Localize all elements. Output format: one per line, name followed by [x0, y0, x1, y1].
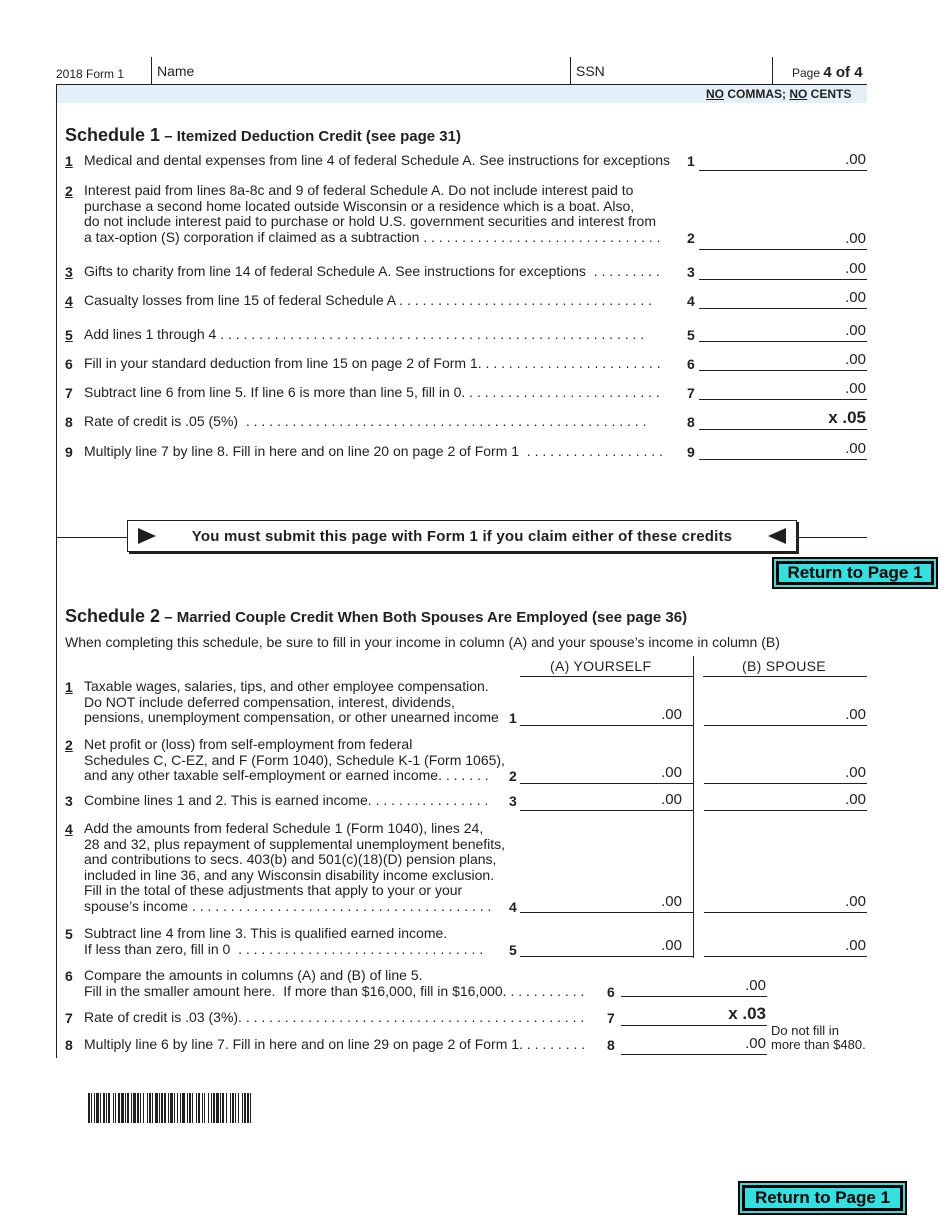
- schedule2-line-text: Net profit or (loss) from self-employment from federal Schedules C, C-EZ, and F (Form 1040), Schedule K-1 (Form 1065), and any other taxable self-employment or earned income. . . . . . .: [84, 736, 505, 783]
- schedule2-line-ref: 5: [509, 941, 517, 958]
- schedule1-line-text: Add lines 1 through 4 . . . . . . . . . . . . . . . . . . . . . . . . . . . . . . . . . . . . . . . . . . . . . . . . . . . . . . .: [84, 326, 645, 342]
- column-b-header: (B) SPOUSE: [742, 658, 826, 674]
- schedule1-line-ref: 4: [687, 293, 695, 309]
- schedule2-amount-field[interactable]: x .03: [728, 1004, 766, 1023]
- schedule1-amount-line: [699, 341, 867, 342]
- schedule2-col-b-line: [704, 783, 867, 784]
- schedule2-col-a-amount-field[interactable]: .00: [661, 893, 682, 910]
- schedule1-line-number: 3: [65, 264, 73, 280]
- schedule2-line-ref: 6: [607, 983, 615, 1000]
- schedule2-line-text: Multiply line 6 by line 7. Fill in here and on line 29 on page 2 of Form 1. . . . . . . . .: [84, 1036, 586, 1052]
- schedule2-col-b-amount-field[interactable]: .00: [845, 791, 866, 808]
- schedule2-heading: Schedule 2 – Married Couple Credit When Both Spouses Are Employed (see page 36): [65, 606, 688, 626]
- schedule2-line-text: Rate of credit is .03 (3%). . . . . . . . . . . . . . . . . . . . . . . . . . . . . . . . . . . . . . . . . . . . .: [84, 1009, 585, 1025]
- schedule2-line-ref: 3: [509, 793, 517, 809]
- barcode-bar: [251, 1093, 253, 1123]
- no-commas-note: NO COMMAS; NO CENTS: [706, 87, 852, 101]
- schedule1-line-text: Fill in your standard deduction from line 15 on page 2 of Form 1. . . . . . . . . . . . . . . . . . . . . . . .: [84, 355, 661, 371]
- schedule1-amount-line: [699, 429, 867, 430]
- schedule2-col-b-amount-field[interactable]: .00: [845, 893, 866, 910]
- schedule1-amount-field[interactable]: .00: [845, 151, 866, 168]
- schedule1-amount-line: [699, 370, 867, 371]
- schedule2-line-ref: 1: [509, 710, 517, 726]
- schedule2-line-number: 3: [65, 793, 73, 809]
- schedule1-line-text: Interest paid from lines 8a-8c and 9 of federal Schedule A. Do not include interest paid to purchase a second home located outside Wisconsin or a residence which is a boat. Also, do not include interest paid to purchase or hold U.S. government securities and interest from a tax-option (S) corporation if claimed as a subtraction . . . . . . . . . . . . . . . . . . . . . . . . . . . . . . .: [84, 182, 661, 245]
- schedule2-col-b-amount-field[interactable]: .00: [845, 706, 866, 723]
- schedule2-amount-field[interactable]: .00: [745, 1035, 766, 1052]
- schedule1-line-text: Rate of credit is .05 (5%) . . . . . . . . . . . . . . . . . . . . . . . . . . . . . . . . . . . . . . . . . . . . . . . . . . . .: [84, 413, 647, 429]
- schedule1-line-text: Medical and dental expenses from line 4 of federal Schedule A. See instructions for exceptions: [84, 152, 671, 168]
- arrow-left-icon: [768, 528, 786, 544]
- schedule2-col-a-line: [520, 810, 693, 811]
- schedule1-line-number: 1: [65, 153, 73, 169]
- schedule2-line-number: 2: [65, 737, 73, 753]
- schedule1-line-text: Multiply line 7 by line 8. Fill in here and on line 20 on page 2 of Form 1 . . . . . . . . . . . . . . . . . .: [84, 443, 663, 459]
- arrow-right-icon: [138, 528, 156, 544]
- schedule1-amount-field[interactable]: .00: [845, 440, 866, 457]
- schedule2-line-number: 8: [65, 1037, 73, 1053]
- schedule1-line-number: 5: [65, 327, 73, 343]
- schedule2-col-a-line: [520, 956, 693, 957]
- schedule1-line-number: 8: [65, 414, 73, 430]
- schedule1-line-ref: 5: [687, 327, 695, 343]
- schedule1-line-number: 7: [65, 385, 73, 401]
- schedule2-line-number: 1: [65, 679, 73, 695]
- schedule1-line-text: Casualty losses from line 15 of federal Schedule A . . . . . . . . . . . . . . . . . . . . . . . . . . . . . . . . .: [84, 292, 653, 308]
- page-prefix: Page: [792, 66, 821, 80]
- schedule1-line-ref: 9: [687, 444, 695, 460]
- schedule1-line-ref: 7: [687, 385, 695, 401]
- schedule2-amount-field[interactable]: .00: [745, 977, 766, 994]
- schedule1-line-number: 9: [65, 444, 73, 460]
- schedule1-amount-line: [699, 399, 867, 400]
- schedule2-col-a-amount-field[interactable]: .00: [661, 706, 682, 723]
- schedule2-col-a-amount-field[interactable]: .00: [661, 791, 682, 808]
- schedule2-col-a-line: [520, 725, 693, 726]
- schedule1-line-text: Gifts to charity from line 14 of federal Schedule A. See instructions for exceptions . . . . . . . . .: [84, 263, 660, 279]
- schedule2-col-b-line: [704, 725, 867, 726]
- schedule2-col-a-line: [520, 783, 693, 784]
- schedule2-col-b-line: [704, 912, 867, 913]
- schedule2-line-text: Add the amounts from federal Schedule 1 (Form 1040), lines 24, 28 and 32, plus repayment of supplemental unemployment benefits, and contributions to secs. 403(b) and 501(c)(18)(D) pension plans, included in line 36, and any Wisconsin disability income exclusion. Fill in the total of these adjustments that apply to your or your spouse’s income . . . . . . . . . . . . . . . . . . . . . . . . . . . . . . . . . . . . . . .: [84, 820, 506, 914]
- schedule2-line-number: 5: [65, 926, 73, 942]
- schedule2-col-a-amount-field[interactable]: .00: [661, 764, 682, 781]
- schedule1-line-ref: 6: [687, 356, 695, 372]
- left-border-bottom: [56, 538, 57, 1058]
- schedule1-amount-field[interactable]: .00: [845, 351, 866, 368]
- schedule1-amount-line: [699, 249, 867, 250]
- schedule2-line-ref: 2: [509, 768, 517, 784]
- schedule1-line-number: 6: [65, 356, 73, 372]
- schedule1-line-ref: 2: [687, 229, 695, 246]
- schedule2-col-a-amount-field[interactable]: .00: [661, 937, 682, 954]
- schedule2-line-number: 7: [65, 1010, 73, 1026]
- schedule1-amount-line: [699, 279, 867, 280]
- schedule2-col-b-amount-field[interactable]: .00: [845, 937, 866, 954]
- schedule1-amount-line: [699, 170, 867, 171]
- column-divider: [693, 656, 694, 958]
- schedule2-max-note: Do not fill in more than $480.: [771, 1023, 866, 1052]
- schedule1-heading: Schedule 1 – Itemized Deduction Credit (see page 31): [65, 125, 461, 145]
- schedule1-line-number: 2: [65, 183, 73, 199]
- schedule2-col-b-line: [704, 956, 867, 957]
- schedule1-line-ref: 1: [687, 153, 695, 169]
- schedule2-line-ref: 4: [509, 898, 517, 915]
- page-value: 4 of 4: [823, 64, 863, 81]
- schedule1-line-ref: 8: [687, 414, 695, 430]
- schedule1-amount-field[interactable]: .00: [845, 260, 866, 277]
- page-indicator: [792, 64, 863, 81]
- column-a-header: (A) YOURSELF: [550, 658, 652, 674]
- ssn-label: SSN: [576, 63, 605, 79]
- schedule2-line-ref: 8: [607, 1037, 615, 1053]
- return-to-page1-button-top[interactable]: Return to Page 1: [776, 561, 934, 585]
- schedule2-col-b-line: [704, 810, 867, 811]
- name-label: Name: [157, 63, 195, 79]
- schedule2-line-text: Subtract line 4 from line 3. This is qualified earned income. If less than zero, fill in 0 . . . . . . . . . . . . . . . . . . . . . . . . . . . . . . . .: [84, 925, 484, 957]
- schedule1-amount-field[interactable]: .00: [845, 322, 866, 339]
- schedule2-intro: When completing this schedule, be sure to fill in your income in column (A) and your spouse’s income in column (B): [65, 634, 780, 650]
- schedule1-amount-field[interactable]: .00: [845, 380, 866, 397]
- schedule2-line-ref: 7: [607, 1010, 615, 1026]
- schedule2-col-a-line: [520, 912, 693, 913]
- barcode: [88, 1093, 383, 1123]
- return-to-page1-button-bottom[interactable]: Return to Page 1: [742, 1185, 903, 1211]
- schedule2-line-text: Compare the amounts in columns (A) and (B) of line 5. Fill in the smaller amount here. If more than $16,000, fill in $16,000. . . . . . . . . . .: [84, 967, 585, 999]
- schedule1-amount-field[interactable]: .00: [845, 289, 866, 306]
- schedule2-amount-line: [621, 1054, 767, 1055]
- left-border-top: [56, 84, 57, 538]
- schedule1-line-text: Subtract line 6 from line 5. If line 6 is more than line 5, fill in 0. . . . . . . . . . . . . . . . . . . . . . . . . .: [84, 384, 660, 400]
- form-id: 2018 Form 1: [56, 67, 125, 81]
- schedule2-amount-line: [621, 1025, 767, 1026]
- schedule1-amount-field[interactable]: .00: [845, 230, 866, 247]
- schedule1-amount-field[interactable]: x .05: [828, 408, 866, 427]
- schedule1-line-ref: 3: [687, 264, 695, 280]
- schedule2-line-number: 4: [65, 821, 73, 837]
- schedule2-col-b-amount-field[interactable]: .00: [845, 764, 866, 781]
- schedule1-line-number: 4: [65, 293, 73, 309]
- schedule2-line-text: Combine lines 1 and 2. This is earned income. . . . . . . . . . . . . . . .: [84, 792, 489, 808]
- submit-page-banner: You must submit this page with Form 1 if you claim either of these credits: [127, 520, 797, 552]
- schedule2-line-number: 6: [65, 968, 73, 984]
- schedule1-amount-line: [699, 459, 867, 460]
- schedule2-line-text: Taxable wages, salaries, tips, and other employee compensation. Do NOT include deferred compensation, interest, dividends, pensions, unemployment compensation, or other unearned income: [84, 678, 499, 725]
- schedule2-amount-line: [621, 996, 767, 997]
- schedule1-amount-line: [699, 308, 867, 309]
